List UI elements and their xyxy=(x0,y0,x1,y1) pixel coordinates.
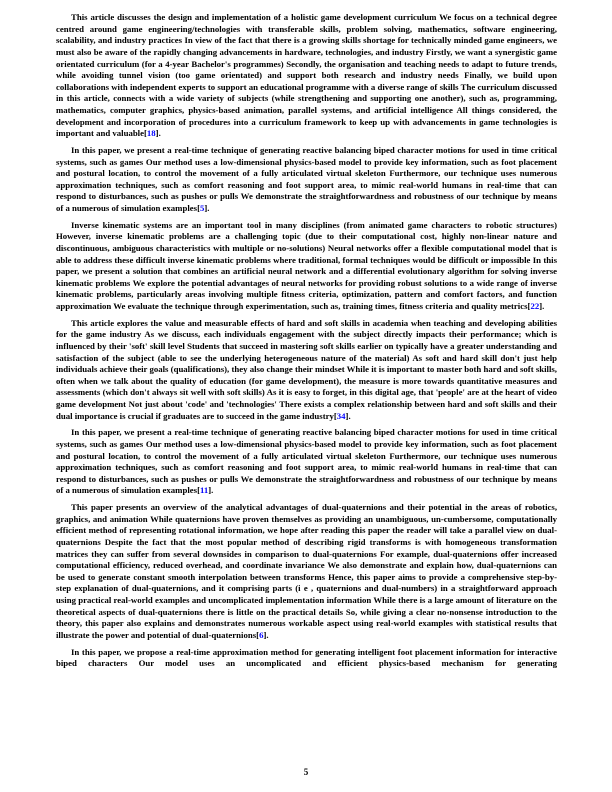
paragraph: Inverse kinematic systems are an important tool in many disciplines (from animated game characters to robotic structures) However, inverse kinematic problems are a challenging topic (due to their computational cost, highly non-linear nature and discontinuous, ambiguous characteristics with multiple or no-solutions) Neural networks offer a flexible computational model that is able to address these difficult inverse kinematic problems where traditional, formal techniques would be difficult or impossible In this paper, we present a solution that combines an artificial neural network and a differential evolutionary algorithm for solving inverse kinematic problems We explore the potential advantages of neural networks for providing robust solutions to a wide range of inverse kinematic problems, particularly areas involving multiple fitness criteria, optimization, pattern and comfort factors, and function approximation We evaluate the technique through experimentation, such as, training times, fitness criteria and quality metrics[22]. xyxy=(56,219,557,311)
paragraph: This paper presents an overview of the analytical advantages of dual-quaternions and their potential in the areas of robotics, graphics, and animation While quaternions have proven themselves as providing an unambiguous, un-cumbersome, computationally efficient method of representing rotational information, we hope after reading this paper the reader will take a parallel view on dual-quaternions Despite the fact that the most popular method of describing rigid transforms is with homogeneous transformation matrices they can suffer from several downsides in comparison to dual-quaternions For example, dual-quaternions offer increased computational efficiency, reduced overhead, and coordinate invariance We also demonstrate and explain how, dual-quaternions can be used to generate constant smooth interpolation between transforms Hence, this paper aims to provide a comprehensive step-by-step explanation of dual-quaternions, and it comprising parts (i e , quaternions and dual-numbers) in a straightforward approach using practical real-world examples and uncomplicated implementation information While there is a large amount of literature on the theoretical aspects of dual-quaternions there is little on the practical details So, while giving a clear no-nonsense introduction to the theory, this paper also explains and demonstrates numerous workable aspect using real-world examples with statistical results that illustrate the power and potential of dual-quaternions[6]. xyxy=(56,502,557,640)
paragraph: In this paper, we present a real-time technique of generating reactive balancing biped character motions for used in time critical systems, such as games Our method uses a low-dimensional physics-based model to provide key information, such as foot placement and postural location, to control the movement of a fully articulated virtual skeleton Furthermore, our technique uses numerous approximation techniques, such as comfort reasoning and foot support area, to mimic real-world humans in real-time that can respond to disturbances, such as pushes or pulls We demonstrate the straightforwardness and robustness of our technique by means of a numerous of simulation examples[11]. xyxy=(56,427,557,496)
citation-link[interactable]: 6 xyxy=(259,629,264,640)
paragraph: In this paper, we present a real-time technique of generating reactive balancing biped character motions for used in time critical systems, such as games Our method uses a low-dimensional physics-based model to provide key information, such as foot placement and postural location, to control the movement of a fully articulated virtual skeleton Furthermore, our technique uses numerous approximation techniques, such as comfort reasoning and foot support area, to mimic real-world humans in real-time that can respond to disturbances, such as pushes or pulls We demonstrate the straightforwardness and robustness of our technique by means of a numerous of simulation examples[5]. xyxy=(56,144,557,213)
paragraph: In this paper, we propose a real-time approximation method for generating intelligent foot placement information for interactive biped characters Our model uses an uncomplicated and efficient physics-based mechanism for generating xyxy=(56,646,557,669)
paragraph: This article explores the value and measurable effects of hard and soft skills in academia when teaching and developing abilities for the game industry As we discuss, each individuals engagement with the subject directly impacts their performance; which is influenced by their 'soft' skill level Students that succeed in mastering soft skills earlier on typically have a greater understanding and satisfaction of the subject (able to see the underlying heterogeneous nature of the material) As soft and hard skill don't just help individuals achieve their goals (qualifications), they also change their mindset While it is important to master both hard and soft skills, often when we talk about the quality of education (for game development), the measure is more towards quantitative measures and assessments (which don't always sit well with soft skills) As it is easy to forget, in this digital age, that 'people' are at the heart of video game development Not just about 'code' and 'technologies' There exists a complex relationship between hard and soft skills and their dual importance is crucial if graduates are to succeed in the game industry[34]. xyxy=(56,317,557,421)
citation-link[interactable]: 11 xyxy=(199,485,209,496)
citation-link[interactable]: 22 xyxy=(530,301,540,311)
citation-link[interactable]: 18 xyxy=(146,128,156,139)
paragraph: This article discusses the design and implementation of a holistic game development curriculum We focus on a technical degree centred around game engineering/technologies with transferable skills, problem solving, mathematics, software engineering, scalability, and industry practices In view of the fact that there is a growing skills shortage for technically minded game engineers, we must also be aware of the rapidly changing advancements in hardware, technologies, and industry Firstly, we want a synergistic game orientated curriculum (for a 4-year Bachelor's programmes) Secondly, the organisation and teaching needs to adapt to future trends, while avoiding tunnel vision (too game orientated) and support both research and industry needs Finally, we build upon collaborations with independent experts to support an educational programme with a diverse range of skills The curriculum discussed in this article, connects with a wide variety of subjects (while strengthening and supporting one another), such as, programming, mathematics, computer graphics, physics-based animation, parallel systems, and artificial intelligence All things considered, the development and incorporation of procedures into a curriculum framework to keep up with advancements in game technologies is important and valuable[18]. xyxy=(56,12,557,139)
page-body xyxy=(56,12,557,675)
citation-link[interactable]: 34 xyxy=(336,410,346,421)
citation-link[interactable]: 5 xyxy=(199,203,205,213)
page-number: 5 xyxy=(303,767,309,777)
